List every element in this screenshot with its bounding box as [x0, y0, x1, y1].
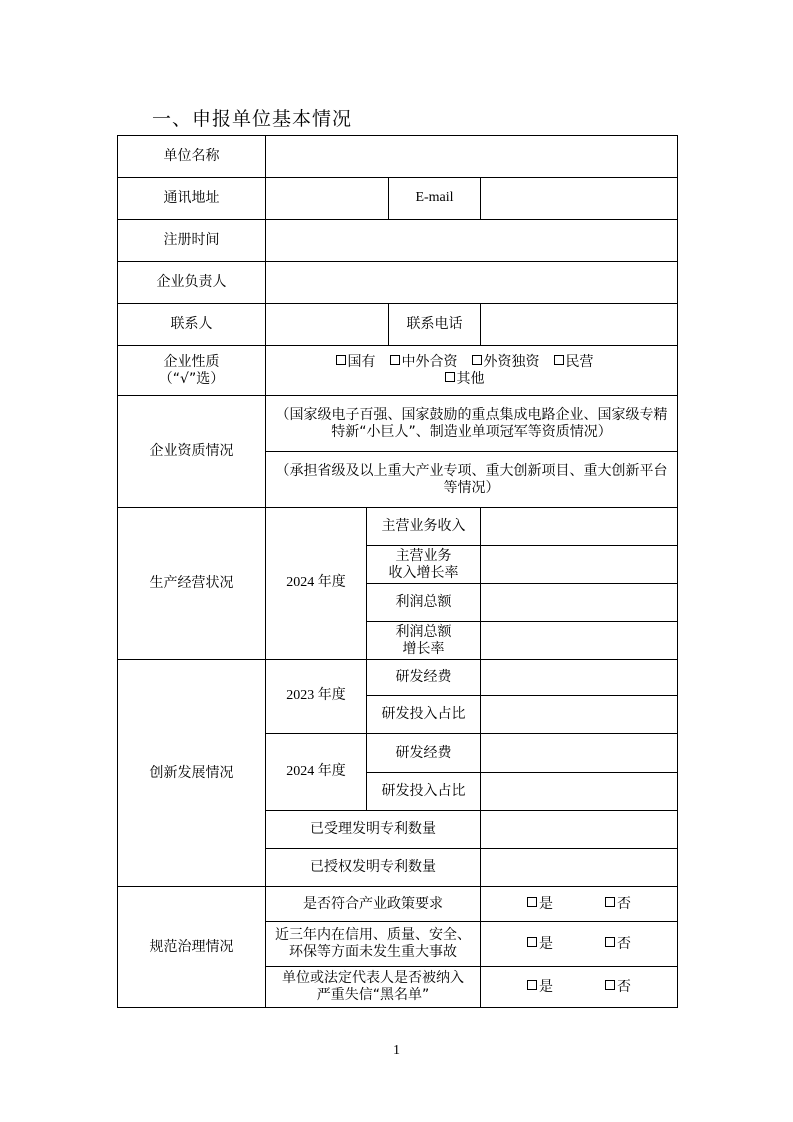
contact-field[interactable]	[266, 304, 389, 346]
checkbox-icon[interactable]	[445, 372, 455, 382]
innovation-item: 研发投入占比	[367, 773, 481, 811]
governance-question: 是否符合产业政策要求	[266, 887, 481, 922]
innovation-value-field[interactable]	[481, 773, 678, 811]
label-leader: 企业负责人	[118, 262, 266, 304]
production-item: 主营业务 收入增长率	[367, 546, 481, 584]
patent-granted-field[interactable]	[481, 849, 678, 887]
label-innovation: 创新发展情况	[118, 660, 266, 887]
checkbox-icon[interactable]	[605, 937, 615, 947]
nature-option[interactable]: 其他	[445, 371, 485, 388]
phone-field[interactable]	[481, 304, 678, 346]
reg-time-field[interactable]	[266, 220, 678, 262]
section-heading: 一、申报单位基本情况	[152, 108, 353, 130]
production-value-field[interactable]	[481, 584, 678, 622]
checkbox-icon[interactable]	[527, 937, 537, 947]
innovation-year: 2023 年度	[266, 660, 367, 734]
page-number: 1	[393, 1043, 400, 1058]
checkbox-icon[interactable]	[605, 980, 615, 990]
production-item: 利润总额 增长率	[367, 622, 481, 660]
yes-option[interactable]: 是	[527, 936, 553, 953]
production-value-field[interactable]	[481, 622, 678, 660]
nature-option[interactable]: 民营	[554, 354, 594, 371]
governance-question: 近三年内在信用、质量、安全、 环保等方面未发生重大事故	[266, 922, 481, 967]
innovation-year: 2024 年度	[266, 734, 367, 811]
patent-accepted-field[interactable]	[481, 811, 678, 849]
no-option[interactable]: 否	[605, 979, 631, 996]
checkbox-icon[interactable]	[472, 355, 482, 365]
production-item: 主营业务收入	[367, 508, 481, 546]
basic-info-table	[117, 135, 678, 1008]
label-reg-time: 注册时间	[118, 220, 266, 262]
label-production: 生产经营状况	[118, 508, 266, 660]
innovation-item: 研发经费	[367, 734, 481, 773]
checkbox-icon[interactable]	[605, 897, 615, 907]
checkbox-icon[interactable]	[390, 355, 400, 365]
yes-option[interactable]: 是	[527, 896, 553, 913]
governance-answer	[481, 922, 678, 967]
no-option[interactable]: 否	[605, 936, 631, 953]
label-governance: 规范治理情况	[118, 887, 266, 1008]
leader-field[interactable]	[266, 262, 678, 304]
address-field[interactable]	[266, 178, 389, 220]
checkbox-icon[interactable]	[336, 355, 346, 365]
innovation-item: 研发投入占比	[367, 696, 481, 734]
label-contact: 联系人	[118, 304, 266, 346]
production-year: 2024 年度	[266, 508, 367, 660]
qualification-note-2[interactable]: （承担省级及以上重大产业专项、重大创新项目、重大创新平台等情况）	[266, 452, 678, 508]
no-option[interactable]: 否	[605, 896, 631, 913]
production-value-field[interactable]	[481, 546, 678, 584]
qualification-note-1[interactable]: （国家级电子百强、国家鼓励的重点集成电路企业、国家级专精特新“小巨人”、制造业单项冠军等资质情况）	[266, 396, 678, 452]
innovation-value-field[interactable]	[481, 660, 678, 696]
innovation-value-field[interactable]	[481, 696, 678, 734]
label-phone: 联系电话	[389, 304, 481, 346]
label-address: 通讯地址	[118, 178, 266, 220]
governance-answer	[481, 887, 678, 922]
email-field[interactable]	[481, 178, 678, 220]
checkbox-icon[interactable]	[554, 355, 564, 365]
innovation-item: 研发经费	[367, 660, 481, 696]
production-value-field[interactable]	[481, 508, 678, 546]
governance-answer	[481, 967, 678, 1008]
checkbox-icon[interactable]	[527, 980, 537, 990]
label-unit-name: 单位名称	[118, 136, 266, 178]
nature-option[interactable]: 外资独资	[472, 354, 540, 371]
label-qualification: 企业资质情况	[118, 396, 266, 508]
checkbox-icon[interactable]	[527, 897, 537, 907]
label-nature-line2: （“√”选）	[158, 370, 225, 387]
innovation-value-field[interactable]	[481, 734, 678, 773]
production-item: 利润总额	[367, 584, 481, 622]
governance-question: 单位或法定代表人是否被纳入 严重失信“黑名单”	[266, 967, 481, 1008]
yes-option[interactable]: 是	[527, 979, 553, 996]
nature-option[interactable]: 中外合资	[390, 354, 458, 371]
label-email: E-mail	[389, 178, 481, 220]
nature-options	[266, 346, 678, 396]
label-nature-line1: 企业性质	[163, 353, 220, 370]
patent-accepted-label: 已受理发明专利数量	[266, 811, 481, 849]
patent-granted-label: 已授权发明专利数量	[266, 849, 481, 887]
nature-option[interactable]: 国有	[336, 354, 376, 371]
label-nature	[118, 346, 266, 396]
unit-name-field[interactable]	[266, 136, 678, 178]
